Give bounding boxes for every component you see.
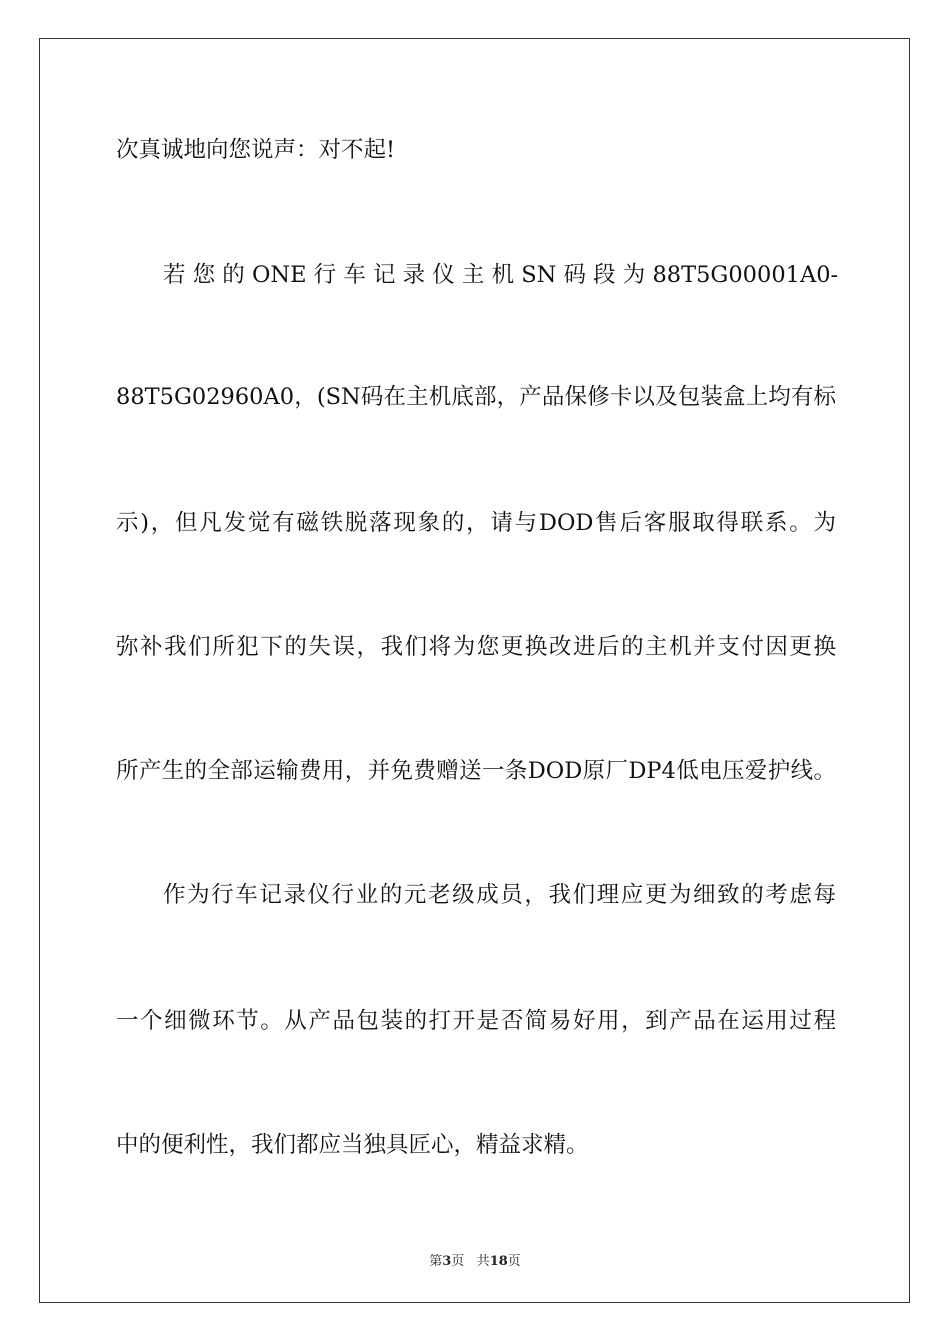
text-line-7: 作为行车记录仪行业的元老级成员，我们理应更为细致的考虑每 bbox=[163, 882, 836, 908]
footer-total-suffix: 页 bbox=[507, 1254, 521, 1269]
footer-total-prefix: 共 bbox=[476, 1254, 490, 1269]
text-line-8: 一个细微环节。从产品包装的打开是否简易好用，到产品在运用过程 bbox=[116, 1008, 836, 1034]
text-line-6: 所产生的全部运输费用，并免费赠送一条DOD原厂DP4低电压爱护线。 bbox=[116, 758, 836, 784]
footer-page-suffix: 页 bbox=[451, 1254, 465, 1269]
footer-total-pages: 18 bbox=[489, 1254, 508, 1269]
text-line-1: 次真诚地向您说声：对不起! bbox=[116, 137, 396, 163]
text-line-2: 若 您 的 ONE 行 车 记 录 仪 主 机 SN 码 段 为 88T5G00001A0- bbox=[163, 262, 839, 288]
text-line-3: 88T5G02960A0，(SN码在主机底部，产品保修卡以及包装盒上均有标 bbox=[116, 384, 836, 410]
text-line-4: 示)，但凡发觉有磁铁脱落现象的，请与DOD售后客服取得联系。为 bbox=[116, 510, 836, 536]
text-line-9: 中的便利性，我们都应当独具匠心，精益求精。 bbox=[116, 1132, 589, 1158]
page-footer bbox=[0, 1250, 950, 1269]
text-line-5: 弥补我们所犯下的失误，我们将为您更换改进后的主机并支付因更换 bbox=[116, 634, 836, 660]
footer-page-number: 3 bbox=[442, 1254, 452, 1269]
page-border bbox=[39, 38, 910, 1303]
footer-prefix: 第 bbox=[429, 1254, 443, 1269]
